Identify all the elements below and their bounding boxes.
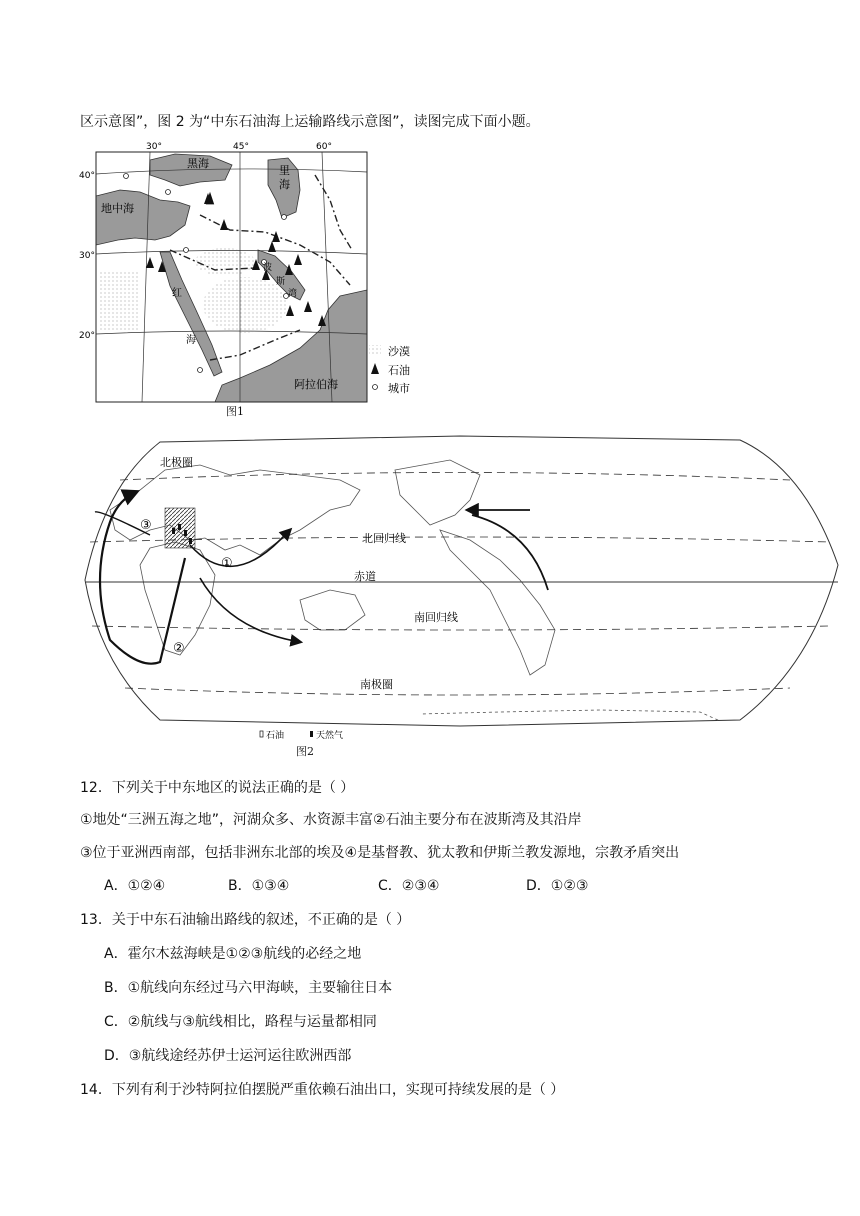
question-13-option-d[interactable]: D．③航线途经苏伊士运河运往欧洲西部 xyxy=(104,1048,352,1064)
label-antarctic: 南极圈 xyxy=(360,678,393,691)
question-13-option-c[interactable]: C．②航线与③航线相比，路程与运量都相同 xyxy=(104,1014,377,1030)
question-12-statement-1: ①地处“三洲五海之地”，河湖众多、水资源丰富②石油主要分布在波斯湾及其沿岸 xyxy=(80,812,582,828)
question-12-option-d[interactable]: D．①②③ xyxy=(526,878,589,894)
question-12-option-b[interactable]: B．①③④ xyxy=(228,878,290,894)
figure-1-map xyxy=(0,0,860,420)
lon-label-60: 60° xyxy=(316,142,332,152)
lat-label-20: 20° xyxy=(79,331,95,341)
route-label-3: ③ xyxy=(140,518,152,533)
fig2-legend-oil: 石油 xyxy=(266,731,285,741)
question-12-statement-2: ③位于亚洲西南部，包括非洲东北部的埃及④是基督教、犹太教和伊斯兰教发源地，宗教矛盾突出 xyxy=(80,845,680,861)
question-13-stem: 13．关于中东石油输出路线的叙述，不正确的是（ ） xyxy=(80,912,411,928)
figure-2-caption: 图2 xyxy=(296,745,314,758)
label-equator: 赤道 xyxy=(354,570,376,583)
label-red-1: 红 xyxy=(172,288,182,299)
legend-oil: 石油 xyxy=(388,364,410,377)
figure-2-map xyxy=(0,430,860,750)
lat-label-40: 40° xyxy=(79,171,95,181)
route-label-2: ② xyxy=(173,641,185,656)
question-14-stem: 14．下列有利于沙特阿拉伯摆脱严重依赖石油出口，实现可持续发展的是（ ） xyxy=(80,1082,565,1098)
fig2-legend-gas: 天然气 xyxy=(316,731,344,741)
label-persian-2: 斯 xyxy=(276,277,286,287)
legend-desert: 沙漠 xyxy=(388,345,410,358)
question-13-option-a[interactable]: A．霍尔木兹海峡是①②③航线的必经之地 xyxy=(104,946,362,962)
label-mediterranean: 地中海 xyxy=(101,202,134,215)
lon-label-45: 45° xyxy=(233,142,249,152)
legend-city: 城市 xyxy=(388,382,410,395)
intro-text: 区示意图”，图 2 为“中东石油海上运输路线示意图”，读图完成下面小题。 xyxy=(80,114,540,130)
label-caspian-1: 里 xyxy=(279,164,290,177)
label-persian-3: 湾 xyxy=(288,289,298,299)
label-caspian-2: 海 xyxy=(279,178,290,191)
lat-label-30: 30° xyxy=(79,251,95,261)
label-arabian-sea: 阿拉伯海 xyxy=(294,378,338,391)
label-capricorn: 南回归线 xyxy=(414,611,458,624)
question-12-option-c[interactable]: C．②③④ xyxy=(378,878,440,894)
label-cancer: 北回归线 xyxy=(362,532,406,545)
label-black-sea: 黑海 xyxy=(187,157,209,170)
lon-label-30: 30° xyxy=(146,142,162,152)
label-red-2: 海 xyxy=(186,335,196,346)
route-label-1: ① xyxy=(221,556,233,571)
question-12-option-a[interactable]: A．①②④ xyxy=(104,878,166,894)
label-persian-1: 波 xyxy=(263,263,273,273)
label-arctic: 北极圈 xyxy=(160,456,193,469)
question-13-option-b[interactable]: B．①航线向东经过马六甲海峡，主要输往日本 xyxy=(104,980,393,996)
question-12-stem: 12．下列关于中东地区的说法正确的是（ ） xyxy=(80,780,355,796)
figure-1-caption: 图1 xyxy=(226,405,244,418)
